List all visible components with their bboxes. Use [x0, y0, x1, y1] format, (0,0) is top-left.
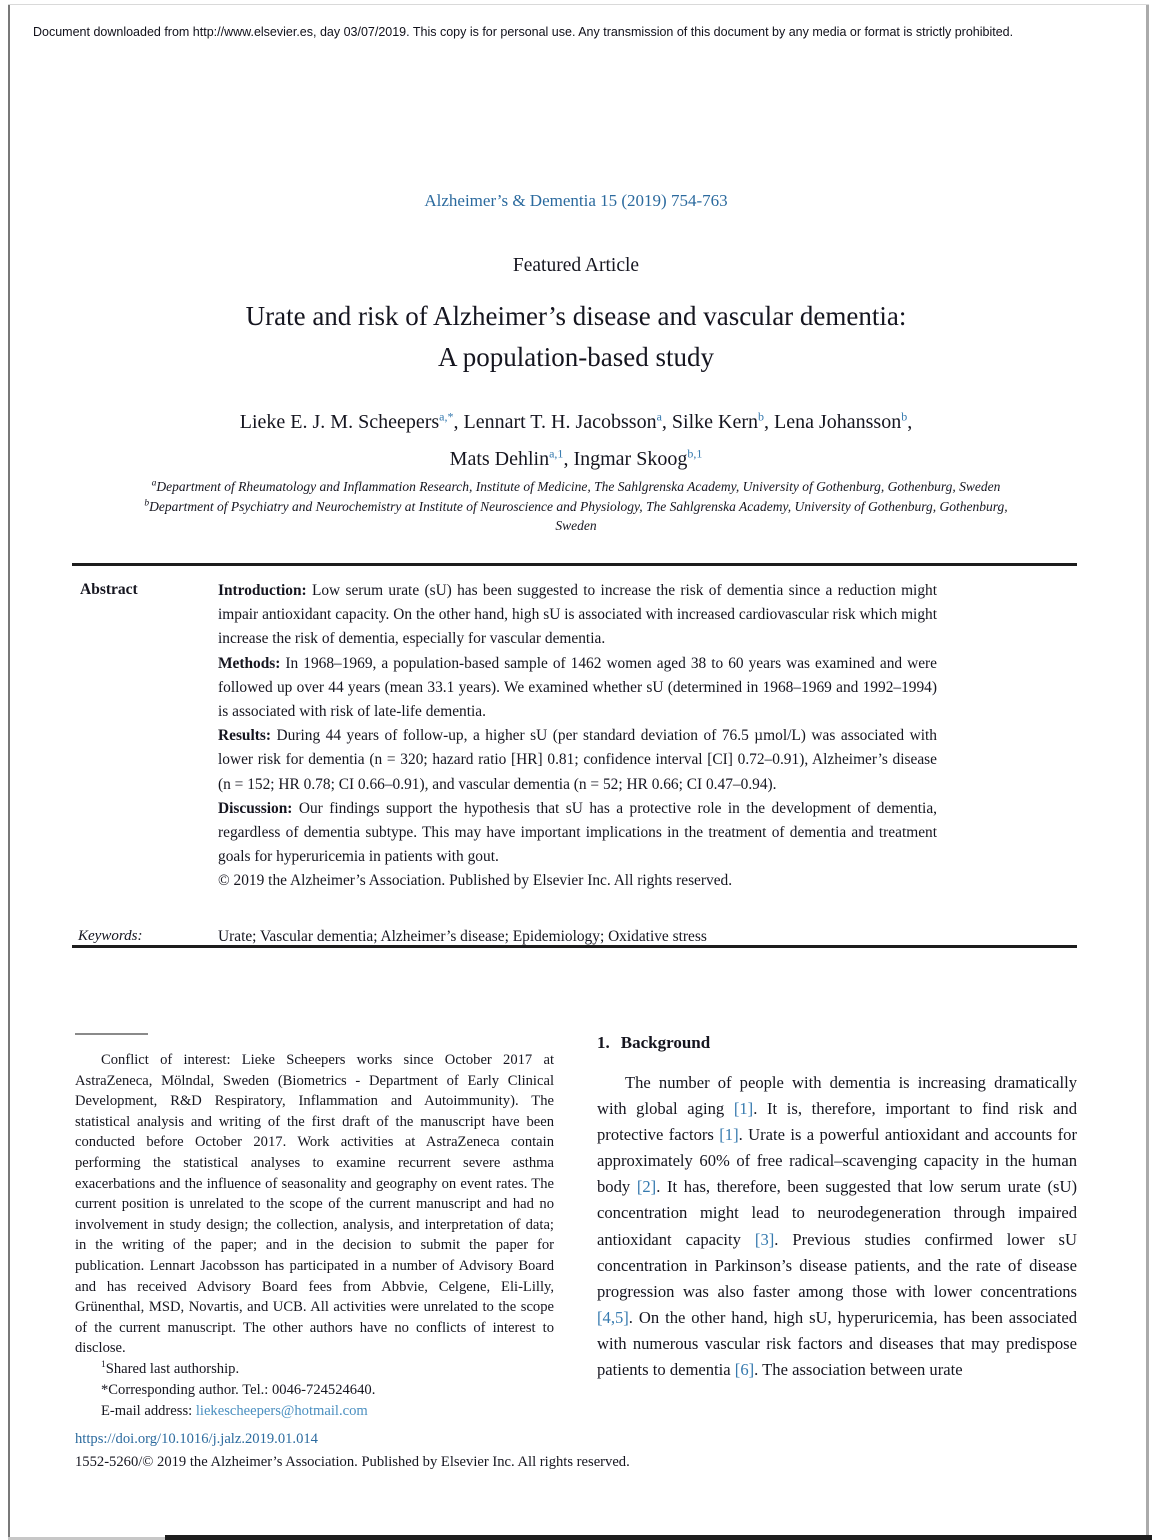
- affiliation-superscript: a: [151, 478, 157, 489]
- abstract-body: [218, 579, 937, 894]
- background-section: [597, 1033, 1077, 1383]
- keywords-label: Keywords:: [78, 928, 143, 944]
- next-page-edge-dark: [165, 1535, 1152, 1540]
- footnote-column: [75, 1031, 554, 1423]
- heading-title: Background: [620, 1033, 711, 1052]
- author-separator: ,: [907, 411, 913, 433]
- abstract-copyright: © 2019 the Alzheimer’s Association. Published by Elsevier Inc. All rights reserved.: [218, 872, 733, 890]
- author-separator: ,: [563, 448, 574, 470]
- author-superscript: a,1: [549, 446, 564, 461]
- title-line-2: A population-based study: [438, 342, 714, 372]
- footer-block: [75, 1428, 630, 1474]
- author-name: Lennart T. H. Jacobsson: [463, 411, 657, 433]
- author-superscript: a: [656, 409, 662, 424]
- citation-ref[interactable]: [6]: [734, 1360, 755, 1380]
- email-link[interactable]: liekescheepers@hotmail.com: [195, 1403, 368, 1420]
- doi-link[interactable]: https://doi.org/10.1016/j.jalz.2019.01.014: [75, 1431, 318, 1447]
- citation-ref[interactable]: [1]: [719, 1125, 739, 1145]
- section-text: Our findings support the hypothesis that sU has a protective role in the development of dementia, regardless of dementia subtype. This may have important implications in the treatment of dementia and treatment goals for hyperuricemia in patients with gout.: [218, 799, 937, 866]
- heading-number: 1.: [597, 1033, 610, 1052]
- author-list: [0, 404, 1152, 478]
- abstract-rule-top: [72, 563, 1077, 566]
- email-note: [75, 1401, 554, 1422]
- abstract-section-methods: [218, 652, 937, 725]
- conflict-of-interest-note: Conflict of interest: Lieke Scheepers works since October 2017 at AstraZeneca, Mölndal, Sweden (Biometrics - Department of Early Clinical Development, R&D Respiratory, Inflammation and Autoimmunity). The statistical analysis and writing of the first draft of the manuscript have been conducted before October 2017. Work activities at AstraZeneca contain performing the statistical analyses to examine recurrent severe asthma exacerbations and the influence of seasonality and geography on event rates. The current position is unrelated to the scope of the current manuscript and had no involvement in study design; the collection, analysis, and interpretation of data; in the writing of the paper; and in the decision to submit the paper for publication. Lennart Jacobsson has participated in a number of Advisory Board and has received Advisory Board fees from Abbvie, Celgene, Eli-Lilly, Grünenthal, MSD, Novartis, and UCB. All activities were unrelated to the scope of the current manuscript. The other authors have no conflicts of interest to disclose.: [75, 1052, 554, 1357]
- footnote-superscript: 1: [101, 1360, 106, 1371]
- page-border-left: [8, 5, 10, 1540]
- affiliation-a: $^a$Department of Rheumatology and Inflammation Research, Institute of Medicine, The Sahlgrenska Academy, University of Gothenburg, Gothenburg, Sweden: [151, 478, 1001, 494]
- title-line-1: Urate and risk of Alzheimer’s disease and vascular dementia:: [245, 301, 907, 331]
- background-paragraph: [597, 1070, 1077, 1383]
- author-separator: ,: [661, 411, 672, 433]
- paragraph-text: . On the other hand, high sU, hyperuricemia, has been associated with numerous vascular risk factors and diseases that may predispose patients to dementia: [597, 1307, 1077, 1380]
- email-label: E-mail address:: [101, 1403, 196, 1420]
- citation-ref[interactable]: [2]: [636, 1177, 657, 1197]
- citation-ref[interactable]: [3]: [754, 1229, 775, 1249]
- corresponding-author-note: *Corresponding author. Tel.: 0046-724524640.: [101, 1382, 376, 1399]
- authors-line-1: [0, 404, 1152, 441]
- section-lead: Results:: [218, 727, 272, 745]
- abstract-rule-bottom: [72, 945, 1077, 948]
- footnote-rule: [75, 1033, 148, 1035]
- author-name: Lena Johansson: [774, 411, 902, 433]
- author-name: Mats Dehlin: [449, 448, 550, 470]
- section-text: During 44 years of follow-up, a higher sU (per standard deviation of 76.5 µmol/L) was associated with lower risk for dementia (n = 320; hazard ratio [HR] 0.81; confidence interval [CI] 0.72–0.91), Alzheimer’s disease (n = 152; HR 0.78; CI 0.66–0.91), and vascular dementia (n = 52; HR 0.66; CI 0.47–0.94).: [218, 727, 937, 793]
- author-superscript: b: [758, 409, 765, 424]
- paragraph-text: . The association between urate: [754, 1360, 963, 1380]
- paragraph-text: . It is, therefore, important to find risk and protective factors: [597, 1099, 1077, 1145]
- affiliation-list: [0, 477, 1152, 536]
- author-name: Silke Kern: [671, 411, 759, 433]
- author-name: Lieke E. J. M. Scheepers: [239, 411, 440, 433]
- abstract-section-results: [218, 724, 937, 797]
- section-lead: Introduction:: [218, 582, 307, 599]
- author-separator: ,: [453, 411, 464, 433]
- background-heading: [597, 1033, 1077, 1053]
- article-type-label: Featured Article: [512, 255, 640, 276]
- author-superscript: a,*: [439, 409, 454, 424]
- section-lead: Discussion:: [218, 799, 293, 817]
- section-text: Low serum urate (sU) has been suggested to increase the risk of dementia since a reduction might impair antioxidant capacity. On the other hand, high sU is associated with increased cardiovascular risk which might increase the risk of dementia, especially for vascular dementia.: [218, 582, 937, 648]
- author-separator: ,: [764, 411, 775, 433]
- authors-line-2: [0, 441, 1152, 478]
- abstract-section-introduction: [218, 579, 937, 652]
- affiliation-b-continued: Sweden: [555, 518, 597, 533]
- abstract-label: Abstract: [80, 581, 138, 598]
- section-lead: Methods:: [218, 654, 281, 672]
- download-banner: Document downloaded from http://www.elsevier.es, day 03/07/2019. This copy is for personal use. Any transmission of this document by any media or format is strictly prohibited.: [33, 25, 1014, 39]
- article-title: [0, 296, 1152, 378]
- section-text: In 1968–1969, a population-based sample of 1462 women aged 38 to 60 years was examined and were followed up over 44 years (mean 33.1 years). We examined whether sU (determined in 1968–1969 and 1992–1994) is associated with risk of late-life dementia.: [218, 654, 937, 721]
- affiliation-superscript: b: [144, 498, 150, 508]
- author-superscript: b,1: [687, 446, 703, 461]
- keywords-text: Urate; Vascular dementia; Alzheimer’s disease; Epidemiology; Oxidative stress: [218, 928, 707, 945]
- shared-authorship-note: $^1$Shared last authorship.: [101, 1360, 240, 1377]
- paragraph-text: . Urate is a powerful antioxidant and accounts for approximately 60% of free radical–scavenging capacity in the human body: [597, 1125, 1077, 1197]
- page-border-top: [8, 4, 1149, 5]
- issn-line: 1552-5260/© 2019 the Alzheimer’s Association. Published by Elsevier Inc. All rights reserved.: [75, 1454, 630, 1470]
- journal-citation: Alzheimer’s & Dementia 15 (2019) 754-763: [424, 191, 728, 210]
- citation-ref[interactable]: [1]: [733, 1099, 754, 1119]
- paragraph-text: The number of people with dementia is increasing dramatically with global aging: [597, 1073, 1077, 1119]
- page-border-right: [1146, 5, 1149, 1540]
- author-name: Ingmar Skoog: [573, 448, 688, 470]
- paragraph-text: . It has, therefore, been suggested that low serum urate (sU) concentration might lead to neurodegeneration through impaired antioxidant capacity: [597, 1177, 1078, 1249]
- affiliation-b: $^b$Department of Psychiatry and Neurochemistry at Institute of Neuroscience and Physiology, The Sahlgrenska Academy, University of Gothenburg, Gothenburg,: [144, 498, 1008, 514]
- author-superscript: b: [901, 409, 908, 424]
- paragraph-text: . Previous studies confirmed lower sU concentration in Parkinson’s disease patients, and the rate of disease progression was also faster among those with lower concentrations: [597, 1229, 1077, 1301]
- citation-ref[interactable]: [4,5]: [597, 1307, 629, 1327]
- abstract-section-discussion: [218, 797, 937, 870]
